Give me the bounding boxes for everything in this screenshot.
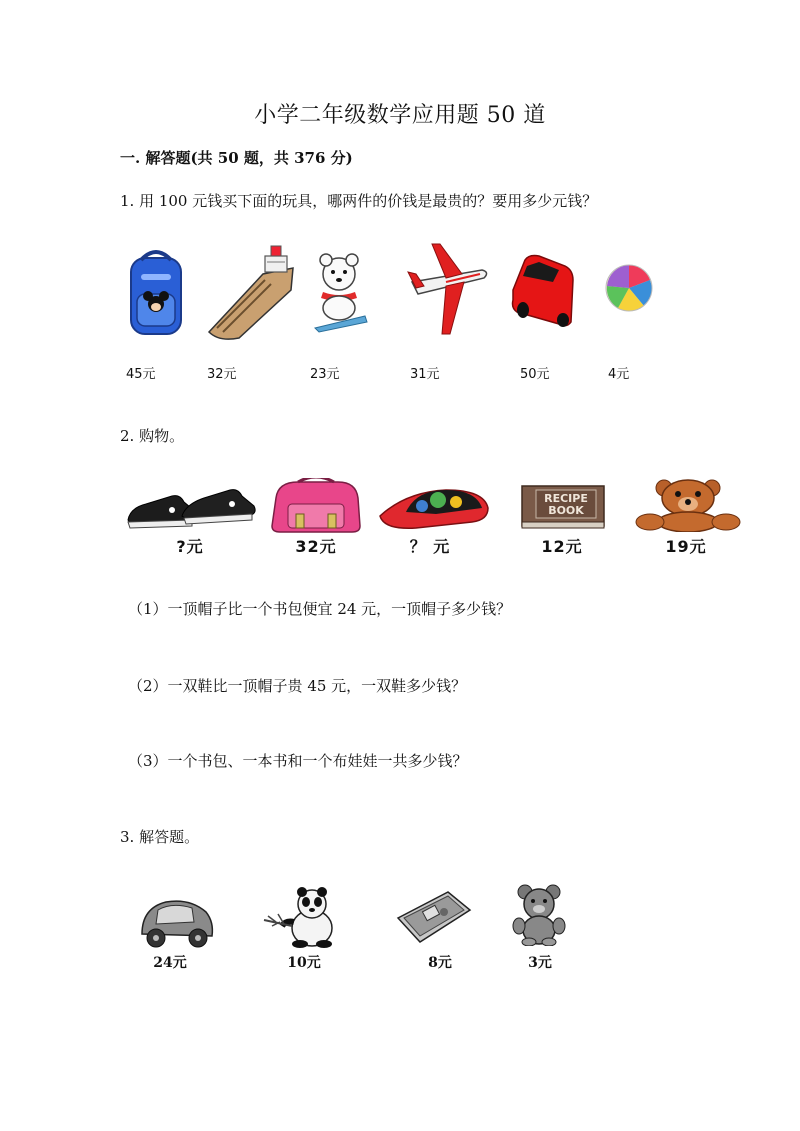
question-2-text: 2. 购物。	[120, 427, 185, 445]
q2-price-book: 12元	[541, 537, 583, 556]
q2-item-teddy-bear	[632, 478, 744, 532]
q2-price-teddy-bear: 19元	[665, 537, 707, 556]
q1-item-car	[508, 252, 578, 328]
q2-item-book	[520, 484, 608, 530]
question-2-sub-3: （3）一个书包、一本书和一个布娃娃一共多少钱？	[128, 752, 468, 770]
panda-icon	[262, 886, 342, 948]
shoes-icon	[126, 486, 258, 530]
cap-icon	[376, 482, 492, 532]
q1-item-bear-sled	[308, 252, 372, 334]
question-2-sub-1: （1）一顶帽子比一个书包便宜 24 元，一顶帽子多少钱？	[128, 600, 512, 618]
ship-icon	[205, 240, 297, 340]
question-1-text: 1. 用 100 元钱买下面的玩具，哪两件的价钱是最贵的？要用多少元钱？	[120, 192, 598, 210]
q2-item-schoolbag	[268, 478, 364, 534]
q1-price-airplane: 31元	[410, 367, 440, 382]
q3-item-panda	[262, 886, 342, 948]
car-icon	[509, 252, 577, 328]
q2-item-shoes	[126, 486, 258, 530]
q3-price-pencil-box: 8元	[428, 955, 452, 971]
q2-price-schoolbag: 32元	[295, 537, 337, 556]
q1-item-backpack	[124, 248, 188, 338]
toy-car-icon	[136, 894, 216, 950]
q3-price-small-bear: 3元	[528, 955, 552, 971]
q1-price-car: 50元	[520, 367, 550, 382]
q3-price-panda: 10元	[287, 955, 321, 971]
book-icon	[520, 484, 608, 530]
q1-price-ball: 4元	[608, 367, 630, 382]
q3-price-toy-car: 24元	[153, 955, 187, 971]
section-heading: 一. 解答题(共 50 题，共 376 分)	[120, 149, 353, 167]
q2-item-cap	[376, 482, 492, 532]
book-cover-line1: RECIPE	[544, 492, 588, 505]
q1-price-ship: 32元	[207, 367, 237, 382]
bear-sled-icon	[309, 252, 371, 334]
teddy-bear-icon	[632, 478, 744, 532]
backpack-icon	[125, 248, 187, 338]
q1-item-ball	[604, 260, 654, 316]
schoolbag-icon	[268, 478, 364, 534]
page-title: 小学二年级数学应用题 50 道	[254, 103, 546, 128]
q1-price-bear-sled: 23元	[310, 367, 340, 382]
ball-icon	[604, 260, 654, 316]
small-bear-icon	[511, 884, 567, 946]
q1-item-ship	[205, 240, 297, 340]
q2-price-shoes: ?元	[176, 537, 204, 556]
q3-item-toy-car	[136, 894, 216, 950]
q1-price-backpack: 45元	[126, 367, 156, 382]
book-cover-line2: BOOK	[548, 504, 584, 517]
question-3-text: 3. 解答题。	[120, 828, 200, 846]
q3-item-small-bear	[510, 884, 568, 946]
question-2-sub-2: （2）一双鞋比一顶帽子贵 45 元，一双鞋多少钱？	[128, 677, 467, 695]
pencil-box-icon	[394, 888, 472, 946]
q2-price-cap: ？ 元	[409, 537, 451, 556]
q3-item-pencil-box	[394, 888, 472, 946]
airplane-icon	[406, 242, 490, 338]
q1-item-airplane	[405, 242, 491, 338]
